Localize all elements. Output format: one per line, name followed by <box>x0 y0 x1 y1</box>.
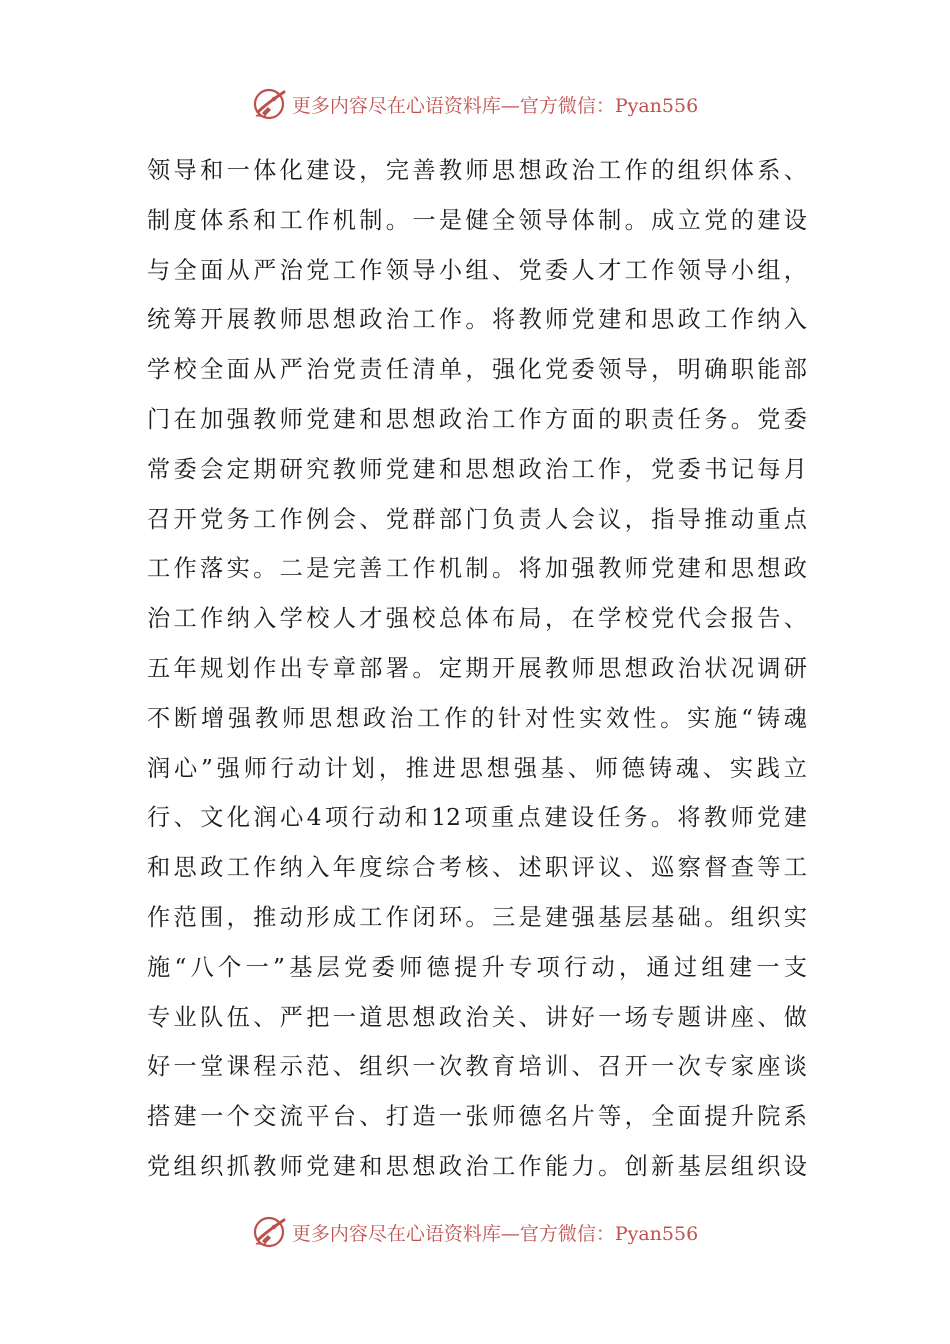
text-line: 好一堂课程示范、组织一次教育培训、召开一次专家座谈 <box>147 1053 807 1081</box>
text-line: 门在加强教师党建和思想政治工作方面的职责任务。党委 <box>147 405 807 433</box>
text-line: 学校全面从严治党责任清单，强化党委领导，明确职能部 <box>147 356 807 384</box>
text-line: 统筹开展教师思想政治工作。将教师党建和思政工作纳入 <box>147 306 807 334</box>
text-line: 治工作纳入学校人才强校总体布局，在学校党代会报告、 <box>147 605 807 633</box>
pen-ribbon-logo-icon <box>252 1214 288 1250</box>
pen-ribbon-logo-icon <box>252 86 288 122</box>
text-line: 施“八个一”基层党委师德提升专项行动，通过组建一支 <box>147 953 807 981</box>
text-line: 党组织抓教师党建和思想政治工作能力。创新基层组织设 <box>147 1152 807 1180</box>
document-body <box>147 146 807 1192</box>
text-line: 五年规划作出专章部署。定期开展教师思想政治状况调研 <box>147 654 807 682</box>
text-line: 与全面从严治党工作领导小组、党委人才工作领导小组， <box>147 256 807 284</box>
text-line: 制度体系和工作机制。一是健全领导体制。成立党的建设 <box>147 206 807 234</box>
text-line: 工作落实。二是完善工作机制。将加强教师党建和思想政 <box>147 555 807 583</box>
footer-banner <box>0 1212 950 1252</box>
text-line: 搭建一个交流平台、打造一张师德名片等，全面提升院系 <box>147 1103 807 1131</box>
text-line: 不断增强教师思想政治工作的针对性实效性。实施“铸魂 <box>147 704 807 732</box>
header-banner-text: 更多内容尽在心语资料库—官方微信：Pyan556 <box>291 94 699 117</box>
text-line: 专业队伍、严把一道思想政治关、讲好一场专题讲座、做 <box>147 1003 807 1031</box>
text-line: 常委会定期研究教师党建和思想政治工作，党委书记每月 <box>147 455 807 483</box>
text-line: 作范围，推动形成工作闭环。三是建强基层基础。组织实 <box>147 903 807 931</box>
footer-banner-text: 更多内容尽在心语资料库—官方微信：Pyan556 <box>291 1222 699 1245</box>
text-line: 和思政工作纳入年度综合考核、述职评议、巡察督查等工 <box>147 854 807 882</box>
text-line: 行、文化润心4项行动和12项重点建设任务。将教师党建 <box>147 804 807 832</box>
header-banner <box>0 84 950 124</box>
text-line: 领导和一体化建设，完善教师思想政治工作的组织体系、 <box>147 157 807 184</box>
text-line: 润心”强师行动计划，推进思想强基、师德铸魂、实践立 <box>147 754 807 782</box>
text-line: 召开党务工作例会、党群部门负责人会议，指导推动重点 <box>147 505 807 533</box>
